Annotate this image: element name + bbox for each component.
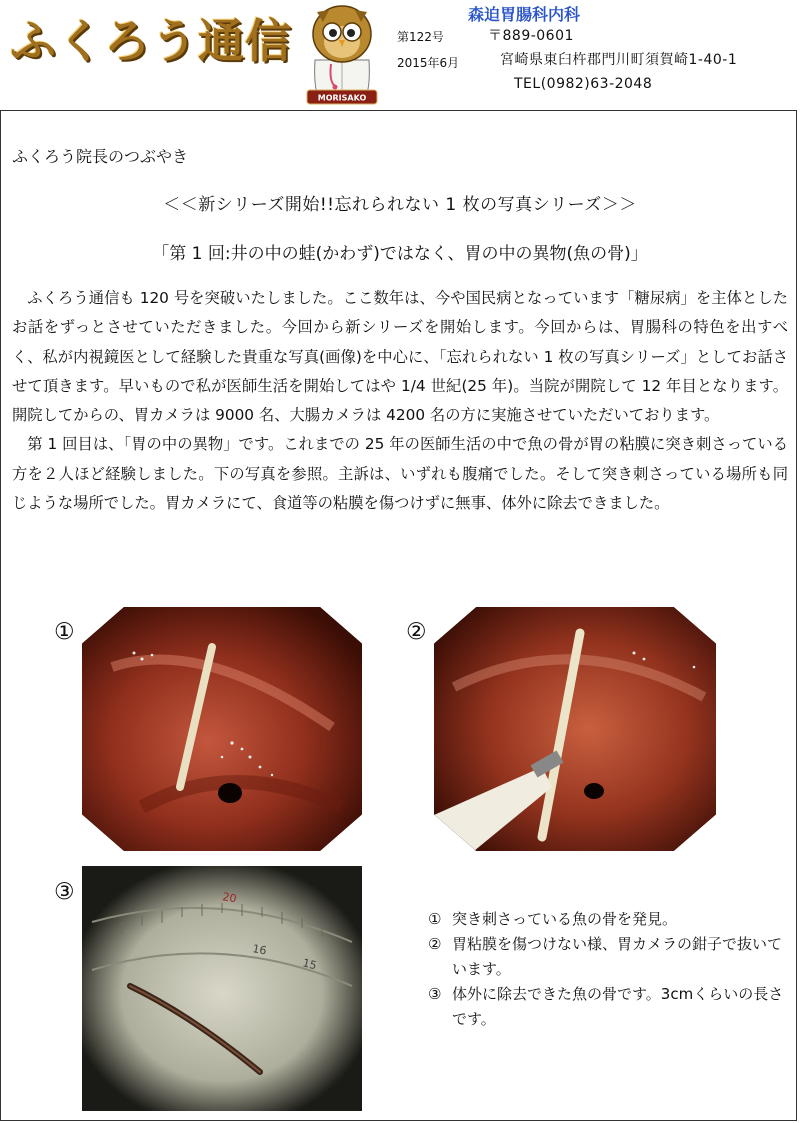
caption-number: ①: [428, 910, 442, 928]
ruler-label-16: 16: [251, 942, 268, 958]
paragraph: 第 1 回目は、「胃の中の異物」です。これまでの 25 年の医師生活の中で魚の骨が胃の粘膜に突き刺さっている方を２人ほど経験しました。下の写真を参照。主訴は、いずれも腹痛でした。そして突き刺さっている場所も同じような場所でした。胃カメラにて、食道等の粘膜を傷つけずに無事、体外に除去できました。: [12, 435, 788, 513]
ruler-label-15: 15: [301, 956, 319, 973]
caption-text: 突き刺さっている魚の骨を発見。: [452, 910, 678, 928]
article-body: [12, 284, 788, 518]
series-title: ＜＜新シリーズ開始!!忘れられない 1 枚の写真シリーズ＞＞: [163, 195, 637, 215]
masthead-title: ふくろう通信: [10, 14, 292, 68]
endoscopy-photo-1: [82, 607, 362, 851]
ruler-label-20: 20: [221, 890, 238, 906]
photo-captions: [428, 907, 788, 1032]
telephone: TEL(0982)63-2048: [514, 76, 653, 92]
photo-number-3: ③: [54, 879, 75, 905]
paragraph: ふくろう通信も 120 号を突破いたしました。ここ数年は、今や国民病となっています「糖尿病」を主体としたお話をずっとさせていただきました。今回から新シリーズを開始します。今回からは、胃腸科の特色を出すべく、私が内視鏡医として経験した貴重な写真(画像)を中心に、「忘れられない 1 枚の写真シリーズ」としてお話させて頂きます。早いもので私が医師生活を開始してはや 1/4 世紀(25 年)。当院が開院して 12 年目となります。開院してからの、胃カメラは 9000 名、大腸カメラは 4200 名の方に実施させていただいております。: [12, 289, 788, 425]
photo-number-2: ②: [406, 619, 427, 645]
issue-date: 2015年6月: [397, 56, 460, 70]
column-title: ふくろう院長のつぶやき: [12, 147, 189, 166]
caption-text: 体外に除去できた魚の骨です。3cmくらいの長さです。: [452, 985, 784, 1028]
clinic-name: 森迫胃腸科内科: [468, 5, 581, 24]
issue-number: 第122号: [397, 30, 444, 44]
caption-item: [428, 982, 788, 1032]
fish-bone-photo: [82, 866, 362, 1111]
clinic-contact: [488, 24, 737, 96]
caption-number: ②: [428, 935, 442, 953]
caption-number: ③: [428, 985, 442, 1003]
episode-title: 「第 1 回:井の中の蛙(かわず)ではなく、胃の中の異物(魚の骨)」: [152, 244, 648, 264]
newsletter-header: [0, 0, 800, 112]
caption-item: [428, 932, 788, 982]
address: 宮崎県東臼杵郡門川町須賀崎1-40-1: [500, 52, 738, 68]
caption-item: [428, 907, 788, 932]
endoscopy-photo-2: [434, 607, 716, 851]
caption-text: 胃粘膜を傷つけない様、胃カメラの鉗子で抜いています。: [452, 935, 783, 978]
photo-number-1: ①: [54, 619, 75, 645]
issue-info: [397, 24, 459, 76]
logo-banner-text: MORISAKO: [317, 93, 367, 103]
owl-doctor-logo: [303, 2, 381, 106]
postal-code: 〒889-0601: [488, 28, 574, 44]
